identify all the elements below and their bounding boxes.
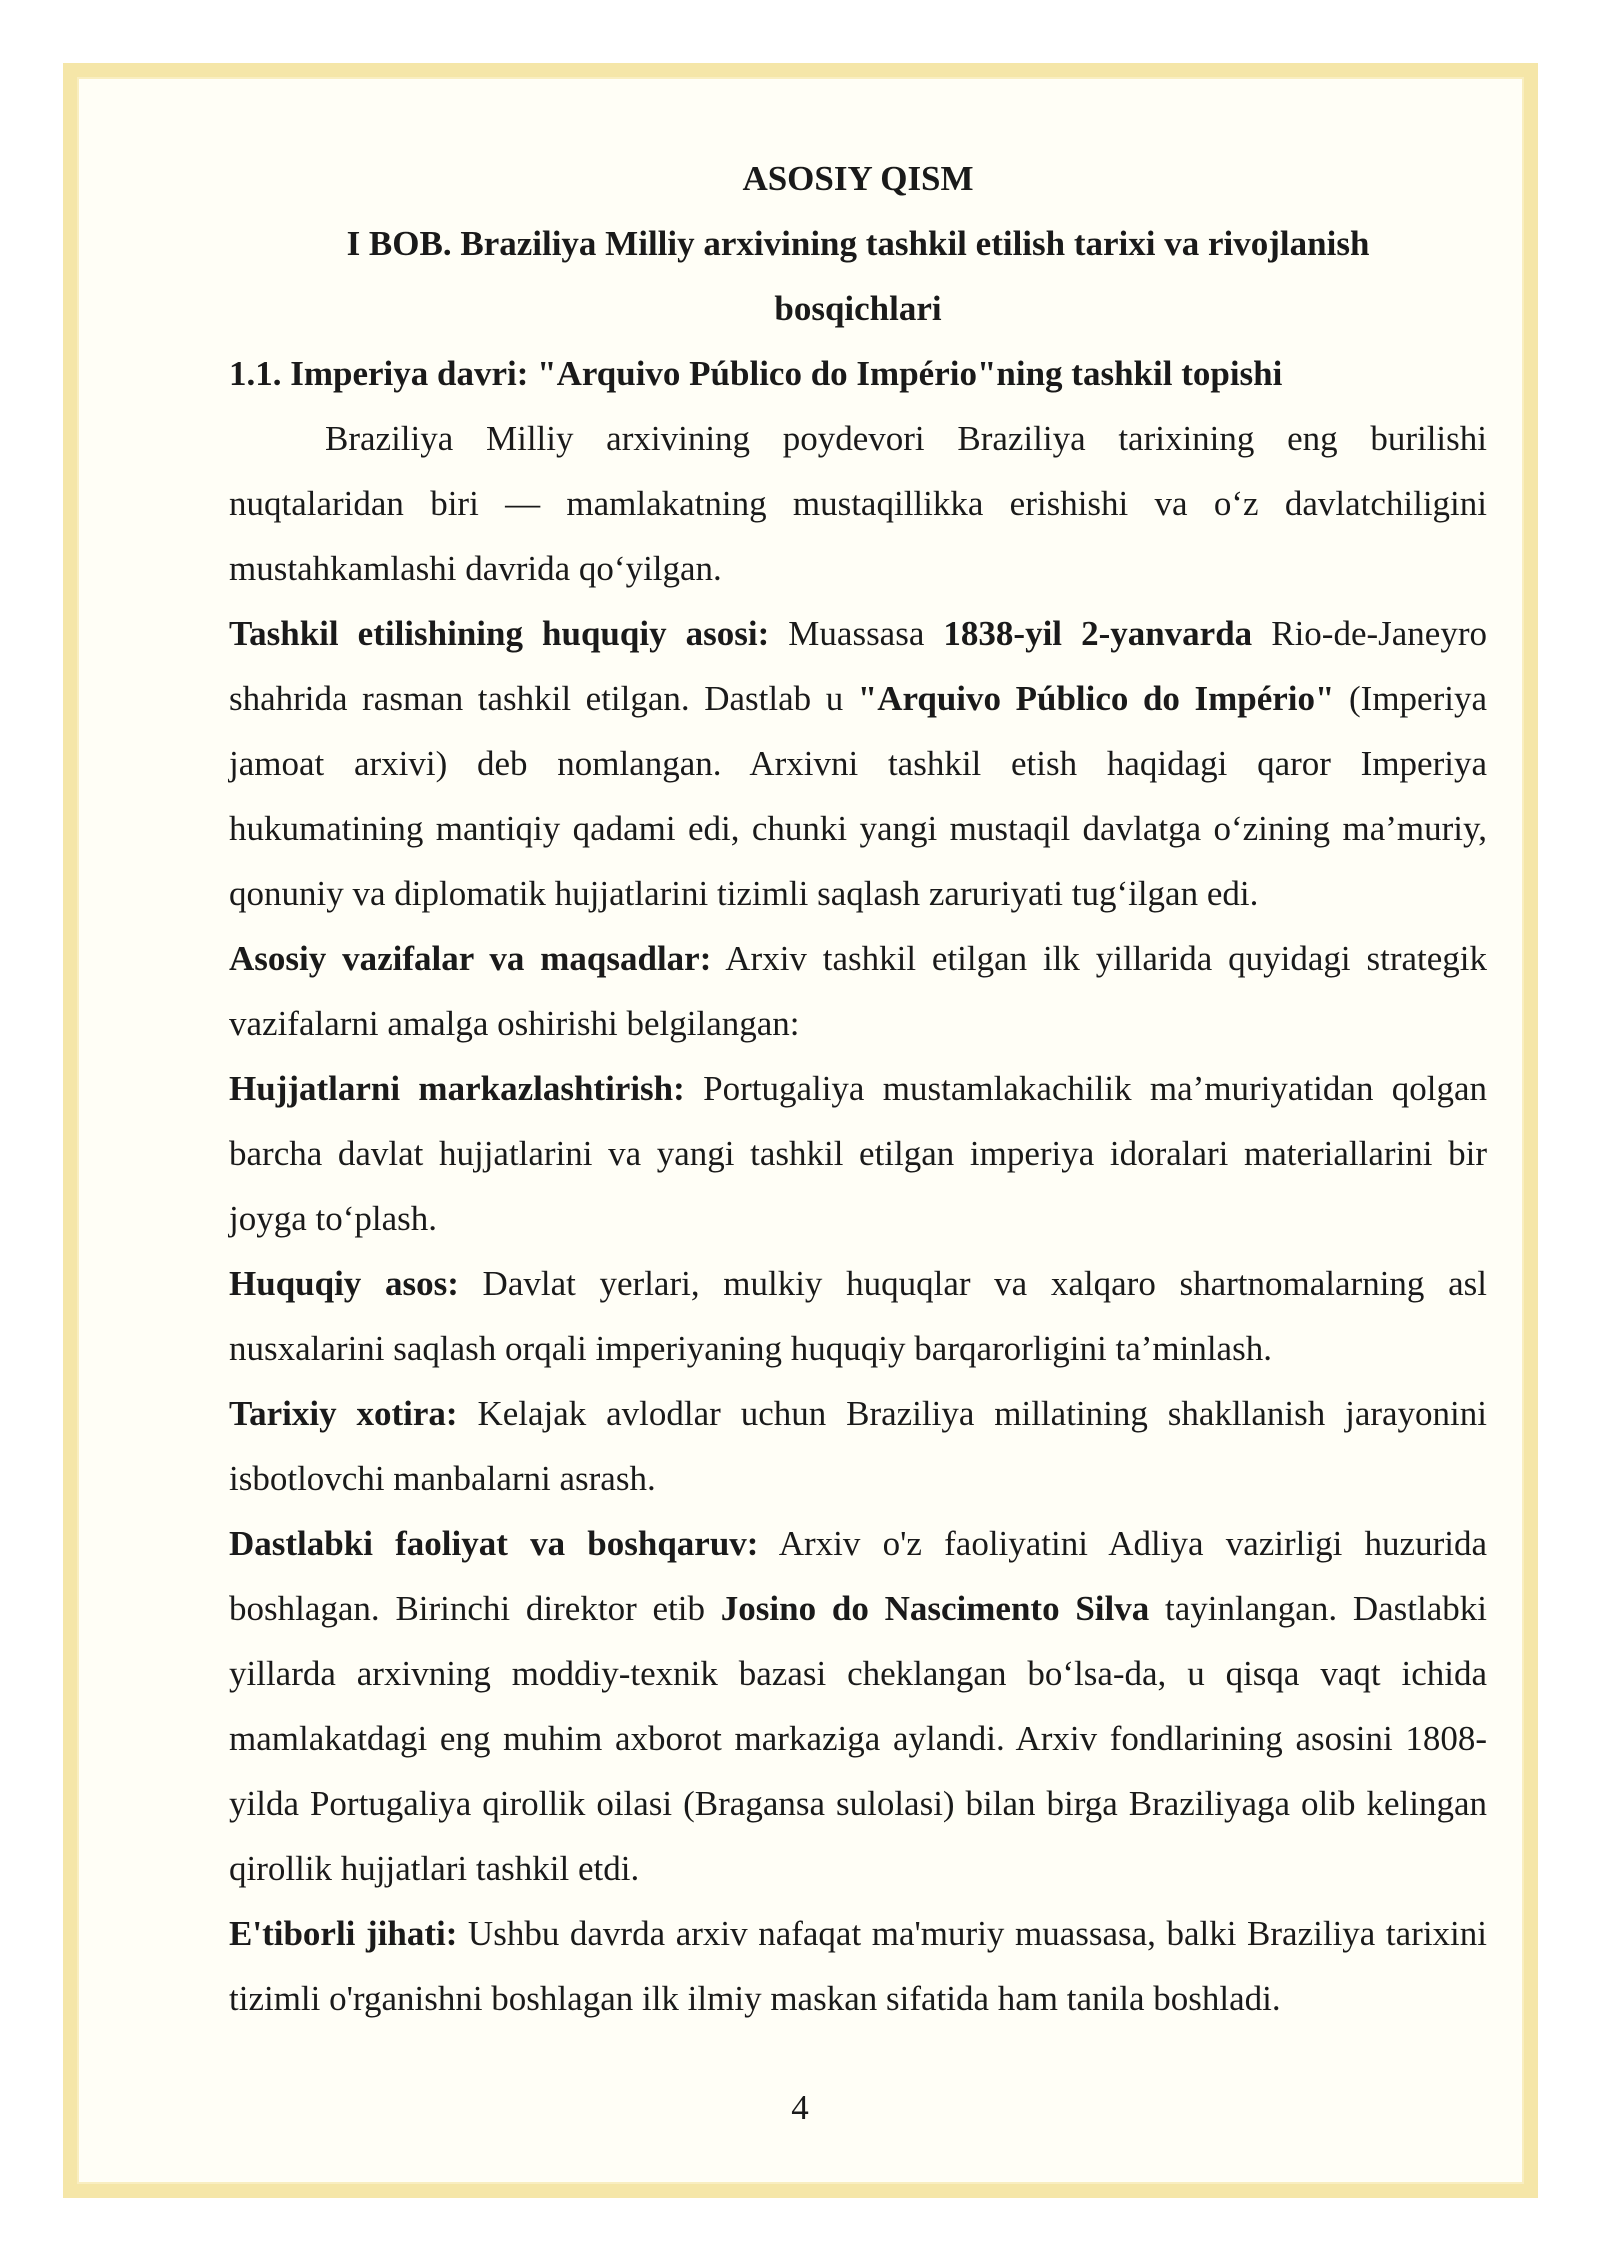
memory-label: Tarixiy xotira: (229, 1394, 458, 1433)
legal-text: Davlat yerlari, mulkiy huquqlar va xalqaro shartnomalarning asl nusxalarini saqlash orqali imperiyaning huquqiy barqarorligini ta’minlash. (229, 1264, 1487, 1368)
founding-date: 1838-yil 2-yanvarda (943, 614, 1253, 653)
memory-paragraph (229, 1381, 1487, 1511)
director-name: Josino do Nascimento Silva (720, 1589, 1150, 1628)
subsection-title: 1.1. Imperiya davri: "Arquivo Público do Império"ning tashkil topishi (229, 354, 1283, 393)
early-activity-label: Dastlabki faoliyat va boshqaruv: (229, 1524, 759, 1563)
intro-paragraph: Braziliya Milliy arxivining poydevori Braziliya tarixining eng burilishi nuqtalaridan biri — mamlakatning mustaqillikka erishishi va o‘z davlatchiligini mustahkamlashi davrida qo‘yilgan. (229, 419, 1487, 588)
legal-basis-label: Tashkil etilishining huquqiy asosi: (229, 614, 770, 653)
early-activity-text-b: tayinlangan. Dastlabki yillarda arxivning moddiy-texnik bazasi cheklangan bo‘lsa-da, u qisqa vaqt ichida mamlakatdagi eng muhim axborot markaziga aylandi. Arxiv fondlarining asosini 1808-yilda Portugaliya qirollik oilasi (Bragansa sulolasi) bilan birga Braziliyaga olib kelingan qirollik hujjatlari tashkil etdi. (229, 1589, 1487, 1888)
page-number: 4 (791, 2088, 809, 2127)
main-tasks-label: Asosiy vazifalar va maqsadlar: (229, 939, 712, 978)
centralization-paragraph (229, 1056, 1487, 1251)
legal-basis-text-c: (Imperiya jamoat arxivi) deb nomlangan. Arxivni tashkil etish haqidagi qaror Imperiya hukumatining mantiqiy qadami edi, chunki yangi mustaqil davlatga o‘zining ma’muriy, qonuniy va diplomatik hujjatlarini tizimli saqlash zaruriyati tug‘ilgan edi. (229, 679, 1488, 913)
chapter-title-line2: bosqichlari (774, 289, 942, 328)
main-tasks-paragraph (229, 926, 1487, 1056)
archive-original-name: "Arquivo Público do Império" (857, 679, 1335, 718)
centralization-text: Portugaliya mustamlakachilik ma’muriyatidan qolgan barcha davlat hujjatlarini va yangi tashkil etilgan imperiya idoralari materiallarini bir joyga to‘plash. (229, 1069, 1488, 1238)
legal-basis-text-b: Rio-de-Janeyro shahrida rasman tashkil etilgan. Dastlab u (229, 614, 1487, 718)
notable-label: E'tiborli jihati: (229, 1914, 458, 1953)
main-tasks-text: Arxiv tashkil etilgan ilk yillarida quyidagi strategik vazifalarni amalga oshirishi belgilangan: (229, 939, 1487, 1043)
centralization-label: Hujjatlarni markazlashtirish: (229, 1069, 685, 1108)
page-content (229, 146, 1487, 2031)
notable-text: Ushbu davrda arxiv nafaqat ma'muriy muassasa, balki Braziliya tarixini tizimli o'rganishni boshlagan ilk ilmiy maskan sifatida ham tanila boshladi. (229, 1914, 1487, 2018)
legal-paragraph (229, 1251, 1487, 1381)
legal-basis-text-a: Muassasa (769, 614, 944, 653)
memory-text: Kelajak avlodlar uchun Braziliya millatining shakllanish jarayonini isbotlovchi manbalarni asrash. (229, 1394, 1487, 1498)
chapter-title-line1: I BOB. Braziliya Milliy arxivining tashkil etilish tarixi va rivojlanish (346, 224, 1370, 263)
early-activity-paragraph (229, 1511, 1487, 1901)
legal-label: Huquqiy asos: (229, 1264, 459, 1303)
legal-basis-paragraph (229, 601, 1487, 926)
section-title: ASOSIY QISM (742, 159, 974, 198)
early-activity-text-a: Arxiv o'z faoliyatini Adliya vazirligi huzurida boshlagan. Birinchi direktor etib (229, 1524, 1487, 1628)
notable-paragraph (229, 1901, 1487, 2031)
